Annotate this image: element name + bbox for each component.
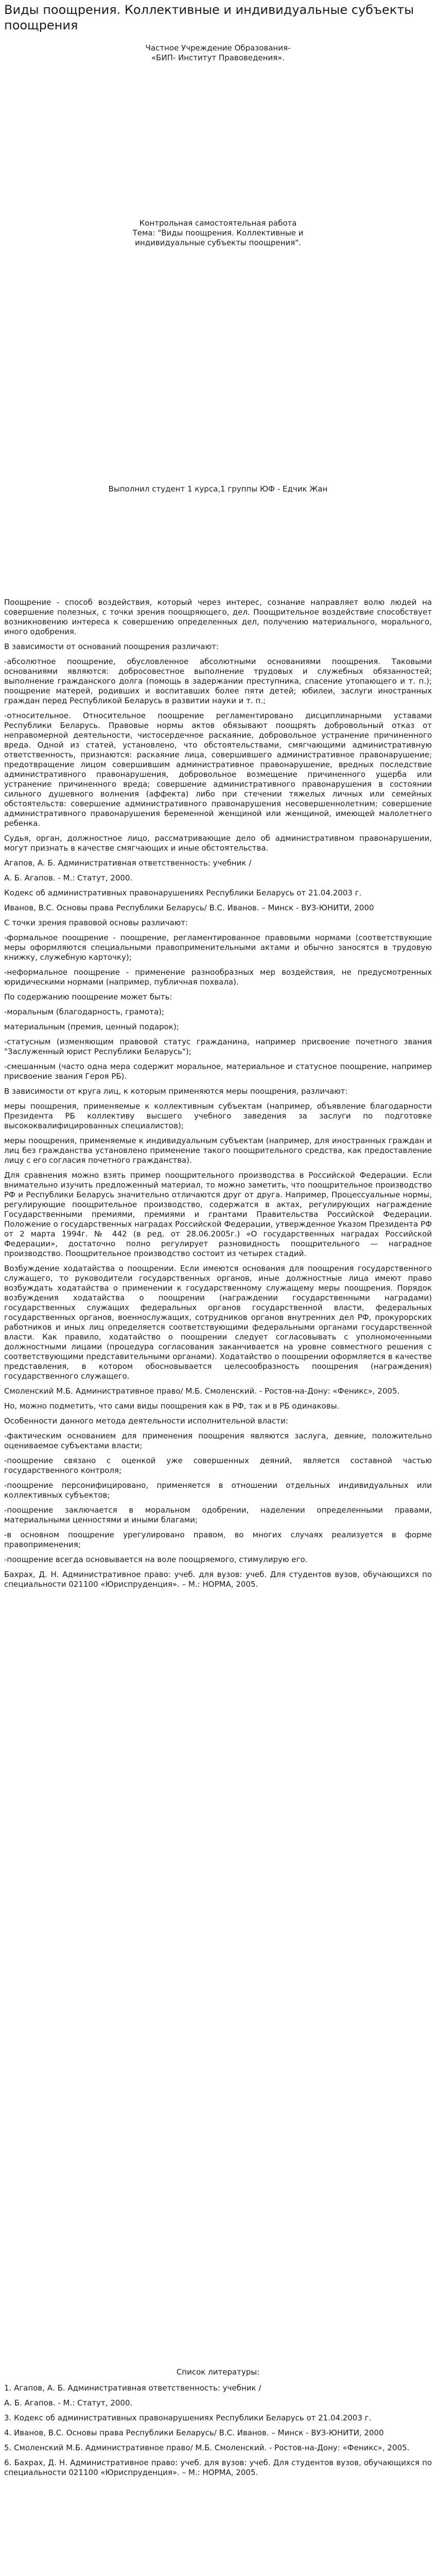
- body-paragraph: -в основном поощрение урегулировано правом, во многих случаях реализуется в форме правоприменения;: [4, 1530, 432, 1549]
- body-paragraph: А. Б. Агапов. - М.: Статут, 2000.: [4, 873, 133, 883]
- body-paragraph: Бахрах, Д. Н. Административное право: учеб. для вузов: учеб. Для студентов вузов, обучающихся по специальности 021100 «Юриспруденция». – М.: НОРМА, 2005.: [4, 1570, 432, 1589]
- body-paragraph: В зависимости от круга лиц, к которым применяются меры поощрения, различают:: [4, 1087, 348, 1096]
- body-paragraph: Но, можно подметить, что сами виды поощрения как в РФ, так и в РБ одинаковы.: [4, 1401, 340, 1411]
- body-paragraph: -фактическим основанием для применения поощрения являются заслуга, деяние, положительно оцениваемое субъектами власти;: [4, 1431, 432, 1450]
- body-paragraph: Возбуждение ходатайства о поощрении. Если имеются основания для поощрения государственного служащего, то руководители государственных органов, иные должностные лица имеют право возбуждать ходатайства о применении к государственному служащему меры поощрения. Порядок возбуждения ходатайства о поощрении (награждении государственными наградами) государственных служащих федеральных органов государственной власти, федеральных государственных органов, военнослужащих, сотрудников органов внутренних дел РФ, прокурорских работников и иных лиц определяется соответствующими федеральными органами государственной власти. Как правило, ходатайство о поощрении следует согласовывать с уполномоченными должностными лицами (процедура согласования заканчивается на уровне совместного решения с соответствующими представительными органами). Ходатайство о поощрении оформляется в качестве представления, в котором обосновывается целесообразность поощрения (награждения) государственного служащего.: [4, 1264, 432, 1381]
- references-section: [4, 2367, 432, 2483]
- body-paragraph: -поощрение всегда основывается на воле поощряемого, стимулирую его.: [4, 1555, 308, 1564]
- body-paragraph: -поощрение персонифицировано, применяется в отношении отдельных индивидуальных или коллективных субъектов;: [4, 1481, 432, 1500]
- work-description: [4, 218, 432, 248]
- institution-line-2: «БИП- Институт Правоведения».: [151, 53, 285, 62]
- work-line-3: индивидуальные субъекты поощрения".: [135, 238, 301, 247]
- reference-item: А. Б. Агапов. - М.: Статут, 2000.: [4, 2398, 133, 2408]
- body-paragraph: Иванов, В.С. Основы права Республики Беларусь/ В.С. Иванов. – Минск - ВУЗ-ЮНИТИ, 2000: [4, 903, 374, 912]
- body-paragraph: Агапов, А. Б. Административная ответственность: учебник /: [4, 858, 252, 868]
- body-paragraph: -неформальное поощрение - применение разнообразных мер воздействия, не предусмотренных юридическими нормами (например, публичная похвала).: [4, 968, 432, 987]
- reference-item: 5. Смоленский М.Б. Административное право/ М.Б. Смоленский. - Ростов-на-Дону: «Феникс», 2005.: [4, 2443, 410, 2452]
- body-paragraph: Поощрение - способ воздействия, который через интерес, сознание направляет волю людей на совершение полезных, с точки зрения поощряющего, дел. Поощрительное воздействие способствует возникновению интереса к совершению определенных дел, получению материального, морального, иного одобрения.: [4, 598, 432, 636]
- body-paragraph: -статусным (изменяющим правовой статус гражданина, например присвоение почетного звания "Заслуженный юрист Республики Беларусь");: [4, 1037, 432, 1056]
- body-paragraph: материальным (премия, ценный подарок);: [4, 1022, 179, 1031]
- reference-item: 6. Бахрах, Д. Н. Административное право: учеб. для вузов: учеб. Для студентов вузов, обучающихся по специальности 021100 «Юриспруденция». – М.: НОРМА, 2005.: [4, 2458, 432, 2477]
- body-paragraph: -поощрение заключается в моральном одобрении, наделении определенными правами, материальными ценностями и иными благами;: [4, 1505, 432, 1524]
- body-paragraph: В зависимости от оснований поощрения различают:: [4, 642, 219, 651]
- references-list: [4, 2383, 432, 2478]
- institution-header: [4, 43, 432, 63]
- body-paragraph: Смоленский М.Б. Административное право/ М.Б. Смоленский. - Ростов-на-Дону: «Феникс», 2005.: [4, 1386, 400, 1396]
- body-paragraph: -формальное поощрение - поощрение, регламентированное правовыми нормами (соответствующие меры оформляются специальными правоприменительными актами и обычно заносятся в трудовую книжку, служебную карточку);: [4, 933, 432, 962]
- body-paragraph: -абсолютное поощрение, обусловленное абсолютными основаниями поощрения. Таковыми основаниями являются: добросовестное выполнение трудовых и служебных обязанностей; выполнение гражданского долга (помощь в задержании преступника, спасение утопающего и т. п.); поощрение матерей, родивших и воспитавших более пяти детей; юбилеи, заслуги иностранных граждан перед Республикой Беларусь в развитии науки и т. п.;: [4, 657, 432, 705]
- body-paragraph: По содержанию поощрение может быть:: [4, 992, 172, 1002]
- body-paragraph: С точки зрения правовой основы различают:: [4, 918, 188, 927]
- reference-item: 4. Иванов, В.С. Основы права Республики Беларусь/ В.С. Иванов. – Минск - ВУЗ-ЮНИТИ, 2000: [4, 2428, 384, 2437]
- institution-line-1: Частное Учреждение Образования-: [145, 43, 291, 53]
- references-heading: Список литературы:: [176, 2367, 260, 2377]
- body-paragraph: меры поощрения, применяемые к индивидуальным субъектам (например, для иностранных граждан и лиц без гражданства установлено применение такого поощрительного средства, как предоставление лицу с его согласия почетного гражданства).: [4, 1136, 432, 1165]
- reference-item: 1. Агапов, А. Б. Административная ответственность: учебник /: [4, 2383, 261, 2393]
- body-paragraph: -моральным (благодарность, грамота);: [4, 1007, 165, 1016]
- body-paragraph: Для сравнения можно взять пример поощрительного производства в Российской Федерации. Если внимательно изучить предложенный материал, то можно заметить, что поощрительное производство РФ и Республики Беларусь значительно отличаются друг от друга. Например, Процессуальные нормы, регулирующие поощрительное производство, содержатся в актах, регулирующих награждение Государственными премиями, премиями и грантами Правительства Российской Федерации. Положение о государственных наградах Российской Федерации, утвержденное Указом Президента РФ от 2 марта 1994г. № 442 (в ред. от 28.06.2005г.) «О государственных наградах Российской Федерации», достаточно полно регулирует разновидность поощрительного — наградное производство. Поощрительное производство состоит из четырех стадий.: [4, 1171, 432, 1258]
- reference-item: 3. Кодекс об административных правонарушениях Республики Беларусь от 21.04.2003 г.: [4, 2413, 372, 2422]
- body-paragraph: меры поощрения, применяемые к коллективным субъектам (например, объявление благодарности Президента РБ коллективу высшего учебного заведения за заслуги по подготовке высококвалифицированных специалистов);: [4, 1101, 432, 1130]
- document-body: [4, 598, 432, 1595]
- body-paragraph: -относительное. Относительное поощрение регламентировано дисциплинарными уставами Республики Беларусь. Правовые нормы актов обязывают поощрять добровольный отказ от неправомерной деятельности, чистосердечное раскаяние, добровольное устранение причиненного вреда. Одной из статей, установлено, что обстоятельствами, смягчающими административную ответственность, признаются: раскаяние лица, совершившего административное правонарушение; предотвращение лицом совершившим административное правонарушение, вредных последствие административного правонарушения, добровольное возмещение причиненного ущерба или устранение причиненного вреда; совершение административного правонарушения в состоянии сильного душевного волнения (аффекта) либо при стечении тяжелых личных или семейных обстоятельств: совершение административного правонарушения несовершеннолетним; совершение административного правонарушения беременной женщиной или женщиной, имеющей малолетнего ребенка.: [4, 711, 432, 828]
- body-paragraph: -смешанным (часто одна мера содержит моральное, материальное и статусное поощрение, например присвоение звания Героя РБ).: [4, 1062, 432, 1081]
- body-paragraph: Судья, орган, должностное лицо, рассматривающие дело об административном правонарушении, могут признать в качестве смягчающих и иные обстоятельства.: [4, 834, 432, 853]
- page-title: Виды поощрения. Коллективные и индивидуальные субъекты поощрения: [4, 3, 414, 32]
- body-paragraph: Кодекс об административных правонарушениях Республики Беларусь от 21.04.2003 г.: [4, 888, 362, 897]
- body-paragraph: -поощрение связано с оценкой уже совершенных деяний, является составной частью государственного контроля;: [4, 1456, 432, 1475]
- work-line-1: Контрольная самостоятельная работа: [139, 218, 297, 228]
- work-line-2: Тема: "Виды поощрения. Коллективные и: [132, 228, 304, 238]
- author-line: Выполнил студент 1 курса,1 группы ЮФ - Едчик Жан: [108, 484, 328, 494]
- body-paragraph: Особенности данного метода деятельности исполнительной власти:: [4, 1416, 288, 1426]
